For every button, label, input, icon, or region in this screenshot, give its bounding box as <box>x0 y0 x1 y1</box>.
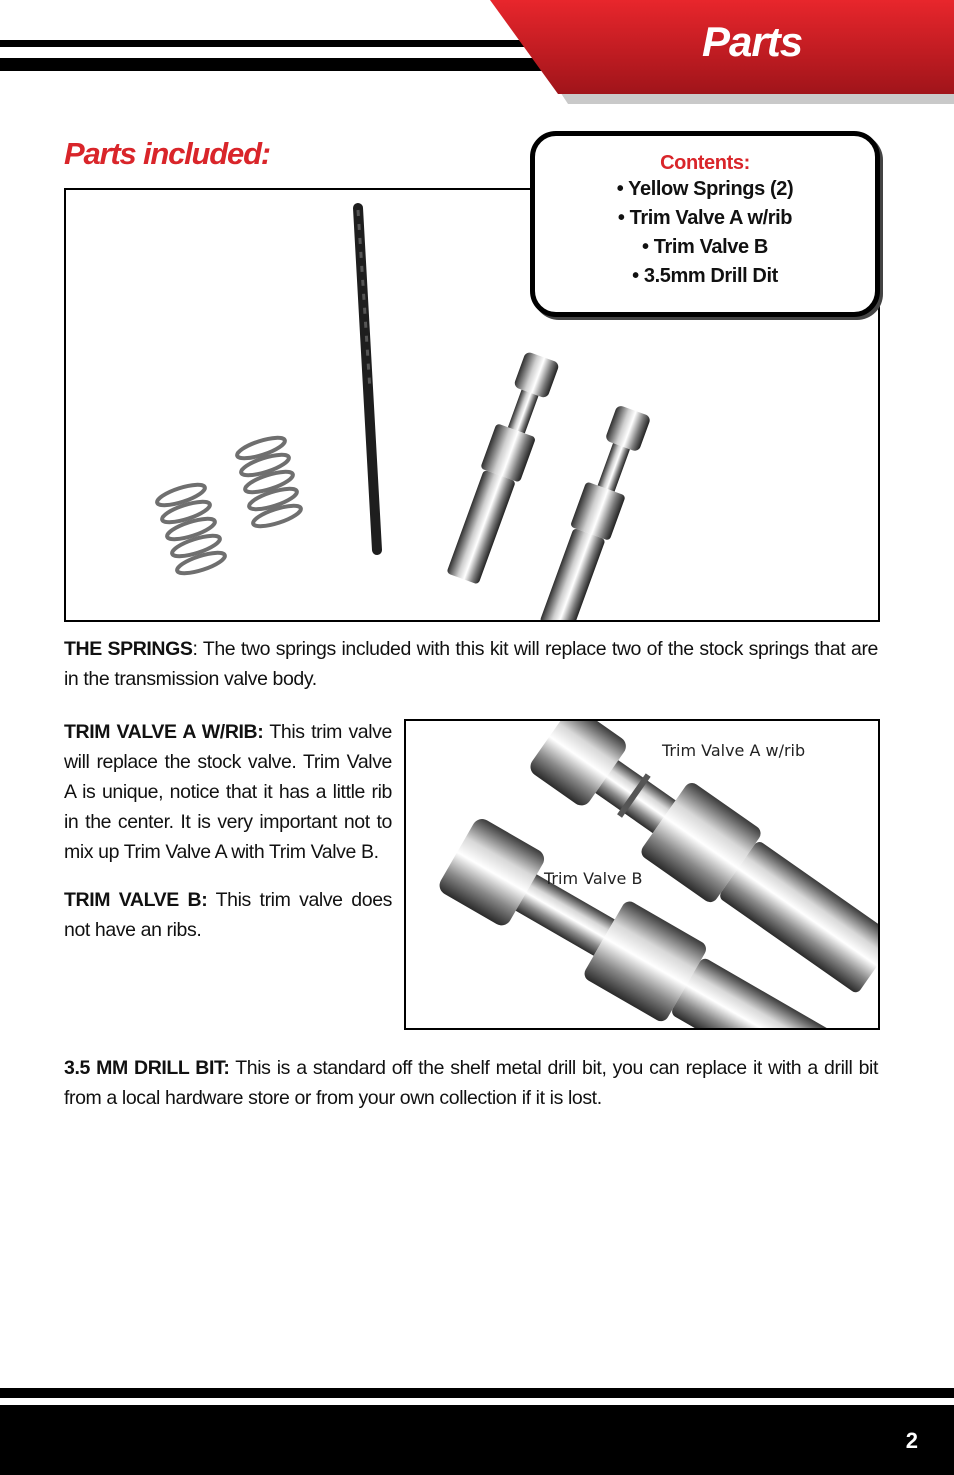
trim-valve-b-text: This trim valve does not have an ribs. <box>64 889 392 941</box>
footer-bar <box>0 1405 954 1475</box>
spring-right <box>235 434 303 531</box>
contents-callout <box>530 131 880 317</box>
springs-label: THE SPRINGS <box>64 638 193 660</box>
springs-paragraph <box>64 634 878 694</box>
footer-stripe <box>0 1388 954 1398</box>
header-title: Parts <box>702 18 803 65</box>
drill-bit-paragraph <box>64 1053 878 1113</box>
trim-valve-b-label: TRIM VALVE B: <box>64 889 208 911</box>
contents-item: • 3.5mm Drill Dit <box>632 265 778 287</box>
section-title: Parts included: <box>64 136 270 171</box>
trim-valve-a-caption: Trim Valve A w/rib <box>662 741 806 760</box>
contents-title: Contents: <box>660 152 750 174</box>
page-number: 2 <box>905 1428 918 1453</box>
trim-valve-b-caption: Trim Valve B <box>544 869 643 888</box>
trim-valve-a-text: This trim valve will replace the stock valve. Trim Valve A is unique, notice that it has a little rib in the center. It is very important not to mix up Trim Valve A with Trim Valve B. <box>64 721 392 863</box>
trim-valve-a <box>443 350 563 586</box>
drill-bit <box>358 208 377 550</box>
contents-item: • Yellow Springs (2) <box>616 178 794 200</box>
contents-item: • Trim Valve A w/rib <box>617 207 793 229</box>
trim-valve-b <box>536 403 654 620</box>
trim-valves-photo <box>404 719 880 1030</box>
spring-left <box>155 481 227 578</box>
drill-bit-label: 3.5 MM DRILL BIT: <box>64 1057 230 1079</box>
contents-item: • Trim Valve B <box>642 236 768 258</box>
header-tab <box>0 0 954 104</box>
trim-valve-b-paragraph <box>64 885 392 945</box>
trim-valve-a-closeup <box>524 721 878 1003</box>
trim-valve-a-label: TRIM VALVE A W/RIB: <box>64 721 264 743</box>
springs-text: : The two springs included with this kit will replace two of the stock springs that are in the transmission valve body. <box>64 638 878 690</box>
drill-bit-text: This is a standard off the shelf metal drill bit, you can replace it with a drill bit from a local hardware store or from your own collection if it is lost. <box>64 1057 878 1109</box>
trim-valve-a-paragraph <box>64 717 392 867</box>
